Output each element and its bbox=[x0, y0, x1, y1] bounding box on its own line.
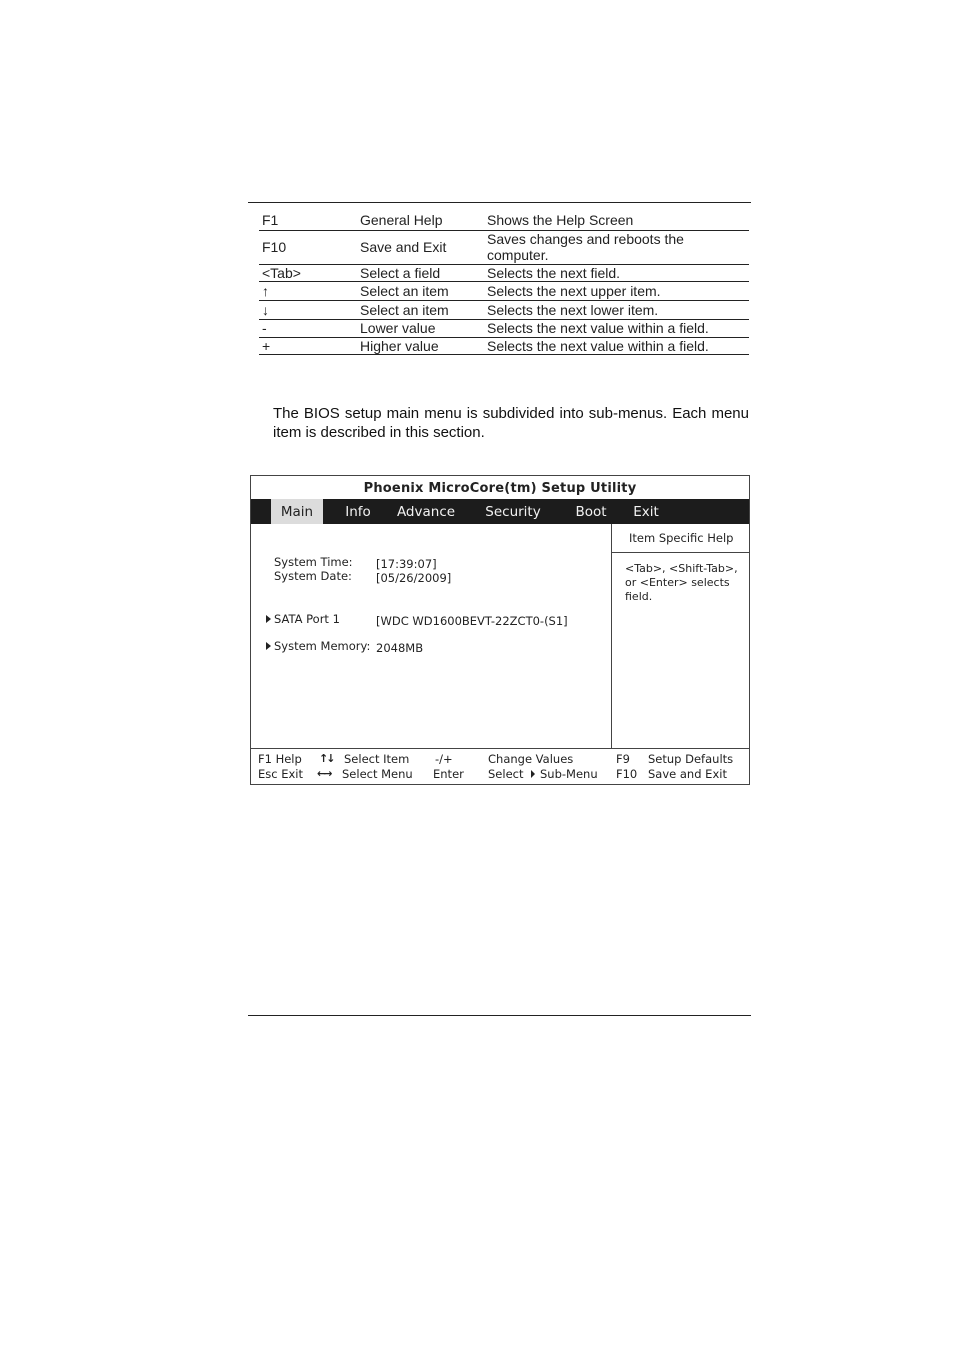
tab-advance[interactable]: Advance bbox=[396, 504, 456, 520]
system-memory-value: 2048MB bbox=[376, 641, 424, 655]
sata-port-value: [WDC WD1600BEVT-22ZCT0-(S1] bbox=[376, 614, 568, 628]
key-cell: ↓ bbox=[262, 301, 269, 318]
left-right-arrows-icon: ←→ bbox=[317, 767, 330, 780]
submenu-arrow-icon bbox=[531, 770, 535, 778]
tab-boot[interactable]: Boot bbox=[575, 504, 607, 520]
system-time-field[interactable]: [17:39:07] bbox=[376, 557, 437, 571]
key-cell: F1 bbox=[262, 212, 279, 229]
f9-key: F9 bbox=[616, 752, 630, 766]
table-row bbox=[259, 230, 749, 264]
function-cell: General Help bbox=[360, 212, 443, 229]
table-row bbox=[259, 337, 749, 354]
description-cell: Shows the Help Screen bbox=[487, 212, 634, 229]
esc-exit-hint: Esc Exit bbox=[258, 767, 304, 781]
bios-menu-bar bbox=[251, 499, 749, 524]
help-text: <Tab>, <Shift-Tab>, or <Enter> selects field. bbox=[625, 562, 738, 603]
description-cell: Selects the next lower item. bbox=[487, 301, 659, 318]
tab-security[interactable]: Security bbox=[485, 504, 541, 520]
function-cell: Lower value bbox=[360, 320, 436, 336]
f10-key: F10 bbox=[616, 767, 638, 781]
tab-exit[interactable]: Exit bbox=[633, 504, 659, 520]
key-cell: - bbox=[262, 320, 267, 336]
function-cell: Save and Exit bbox=[360, 239, 447, 255]
setup-defaults-hint: Setup Defaults bbox=[648, 752, 734, 766]
select-menu-hint: Select Menu bbox=[342, 767, 413, 781]
select-item-hint: Select Item bbox=[344, 752, 410, 766]
bios-title: Phoenix MicroCore(tm) Setup Utility bbox=[363, 481, 637, 496]
up-down-arrows-icon: ↑↓ bbox=[319, 752, 334, 765]
tab-main[interactable]: Main bbox=[271, 499, 323, 524]
save-exit-hint: Save and Exit bbox=[648, 767, 727, 781]
table-row bbox=[259, 319, 749, 337]
plus-minus-key: -/+ bbox=[435, 752, 453, 766]
select-hint: Select bbox=[488, 767, 524, 781]
system-time-label: System Time: bbox=[274, 555, 353, 569]
intro-paragraph: The BIOS setup main menu is subdivided into sub-menus. Each menu item is described in this section. bbox=[273, 405, 749, 441]
item-help-pane bbox=[612, 524, 749, 748]
f1-help-hint: F1 Help bbox=[258, 752, 302, 766]
key-cell: <Tab> bbox=[262, 264, 301, 281]
submenu-arrow-icon bbox=[266, 642, 271, 650]
key-table bbox=[259, 211, 749, 355]
function-cell: Select an item bbox=[360, 282, 449, 299]
description-cell: Selects the next value within a field. bbox=[487, 337, 709, 354]
description-cell: Selects the next upper item. bbox=[487, 282, 661, 299]
bottom-rule bbox=[248, 1015, 751, 1016]
tab-info[interactable]: Info bbox=[345, 504, 371, 520]
key-cell: ↑ bbox=[262, 282, 269, 299]
system-date-field[interactable]: [05/26/2009] bbox=[376, 571, 452, 585]
key-cell: + bbox=[262, 337, 271, 354]
bios-main-pane bbox=[251, 524, 612, 748]
function-cell: Higher value bbox=[360, 337, 439, 354]
change-values-hint: Change Values bbox=[488, 752, 574, 766]
bios-footer bbox=[251, 748, 749, 785]
table-row bbox=[259, 211, 749, 230]
top-rule bbox=[248, 202, 751, 203]
description-cell: Selects the next value within a field. bbox=[487, 320, 709, 336]
table-row bbox=[259, 281, 749, 300]
table-row bbox=[259, 300, 749, 319]
sub-menu-hint: Sub-Menu bbox=[540, 767, 598, 781]
description-cell: Saves changes and reboots the computer. bbox=[487, 231, 684, 263]
key-cell: F10 bbox=[262, 239, 287, 255]
function-cell: Select a field bbox=[360, 264, 441, 281]
table-row bbox=[259, 264, 749, 281]
enter-key: Enter bbox=[433, 767, 464, 781]
sata-port-item[interactable]: SATA Port 1 bbox=[274, 612, 340, 626]
bios-screenshot bbox=[250, 475, 750, 785]
function-cell: Select an item bbox=[360, 301, 449, 318]
submenu-arrow-icon bbox=[266, 615, 271, 623]
system-date-label: System Date: bbox=[274, 569, 352, 583]
system-memory-item[interactable]: System Memory: bbox=[274, 639, 371, 653]
help-header: Item Specific Help bbox=[612, 524, 749, 553]
description-cell: Selects the next field. bbox=[487, 264, 621, 281]
